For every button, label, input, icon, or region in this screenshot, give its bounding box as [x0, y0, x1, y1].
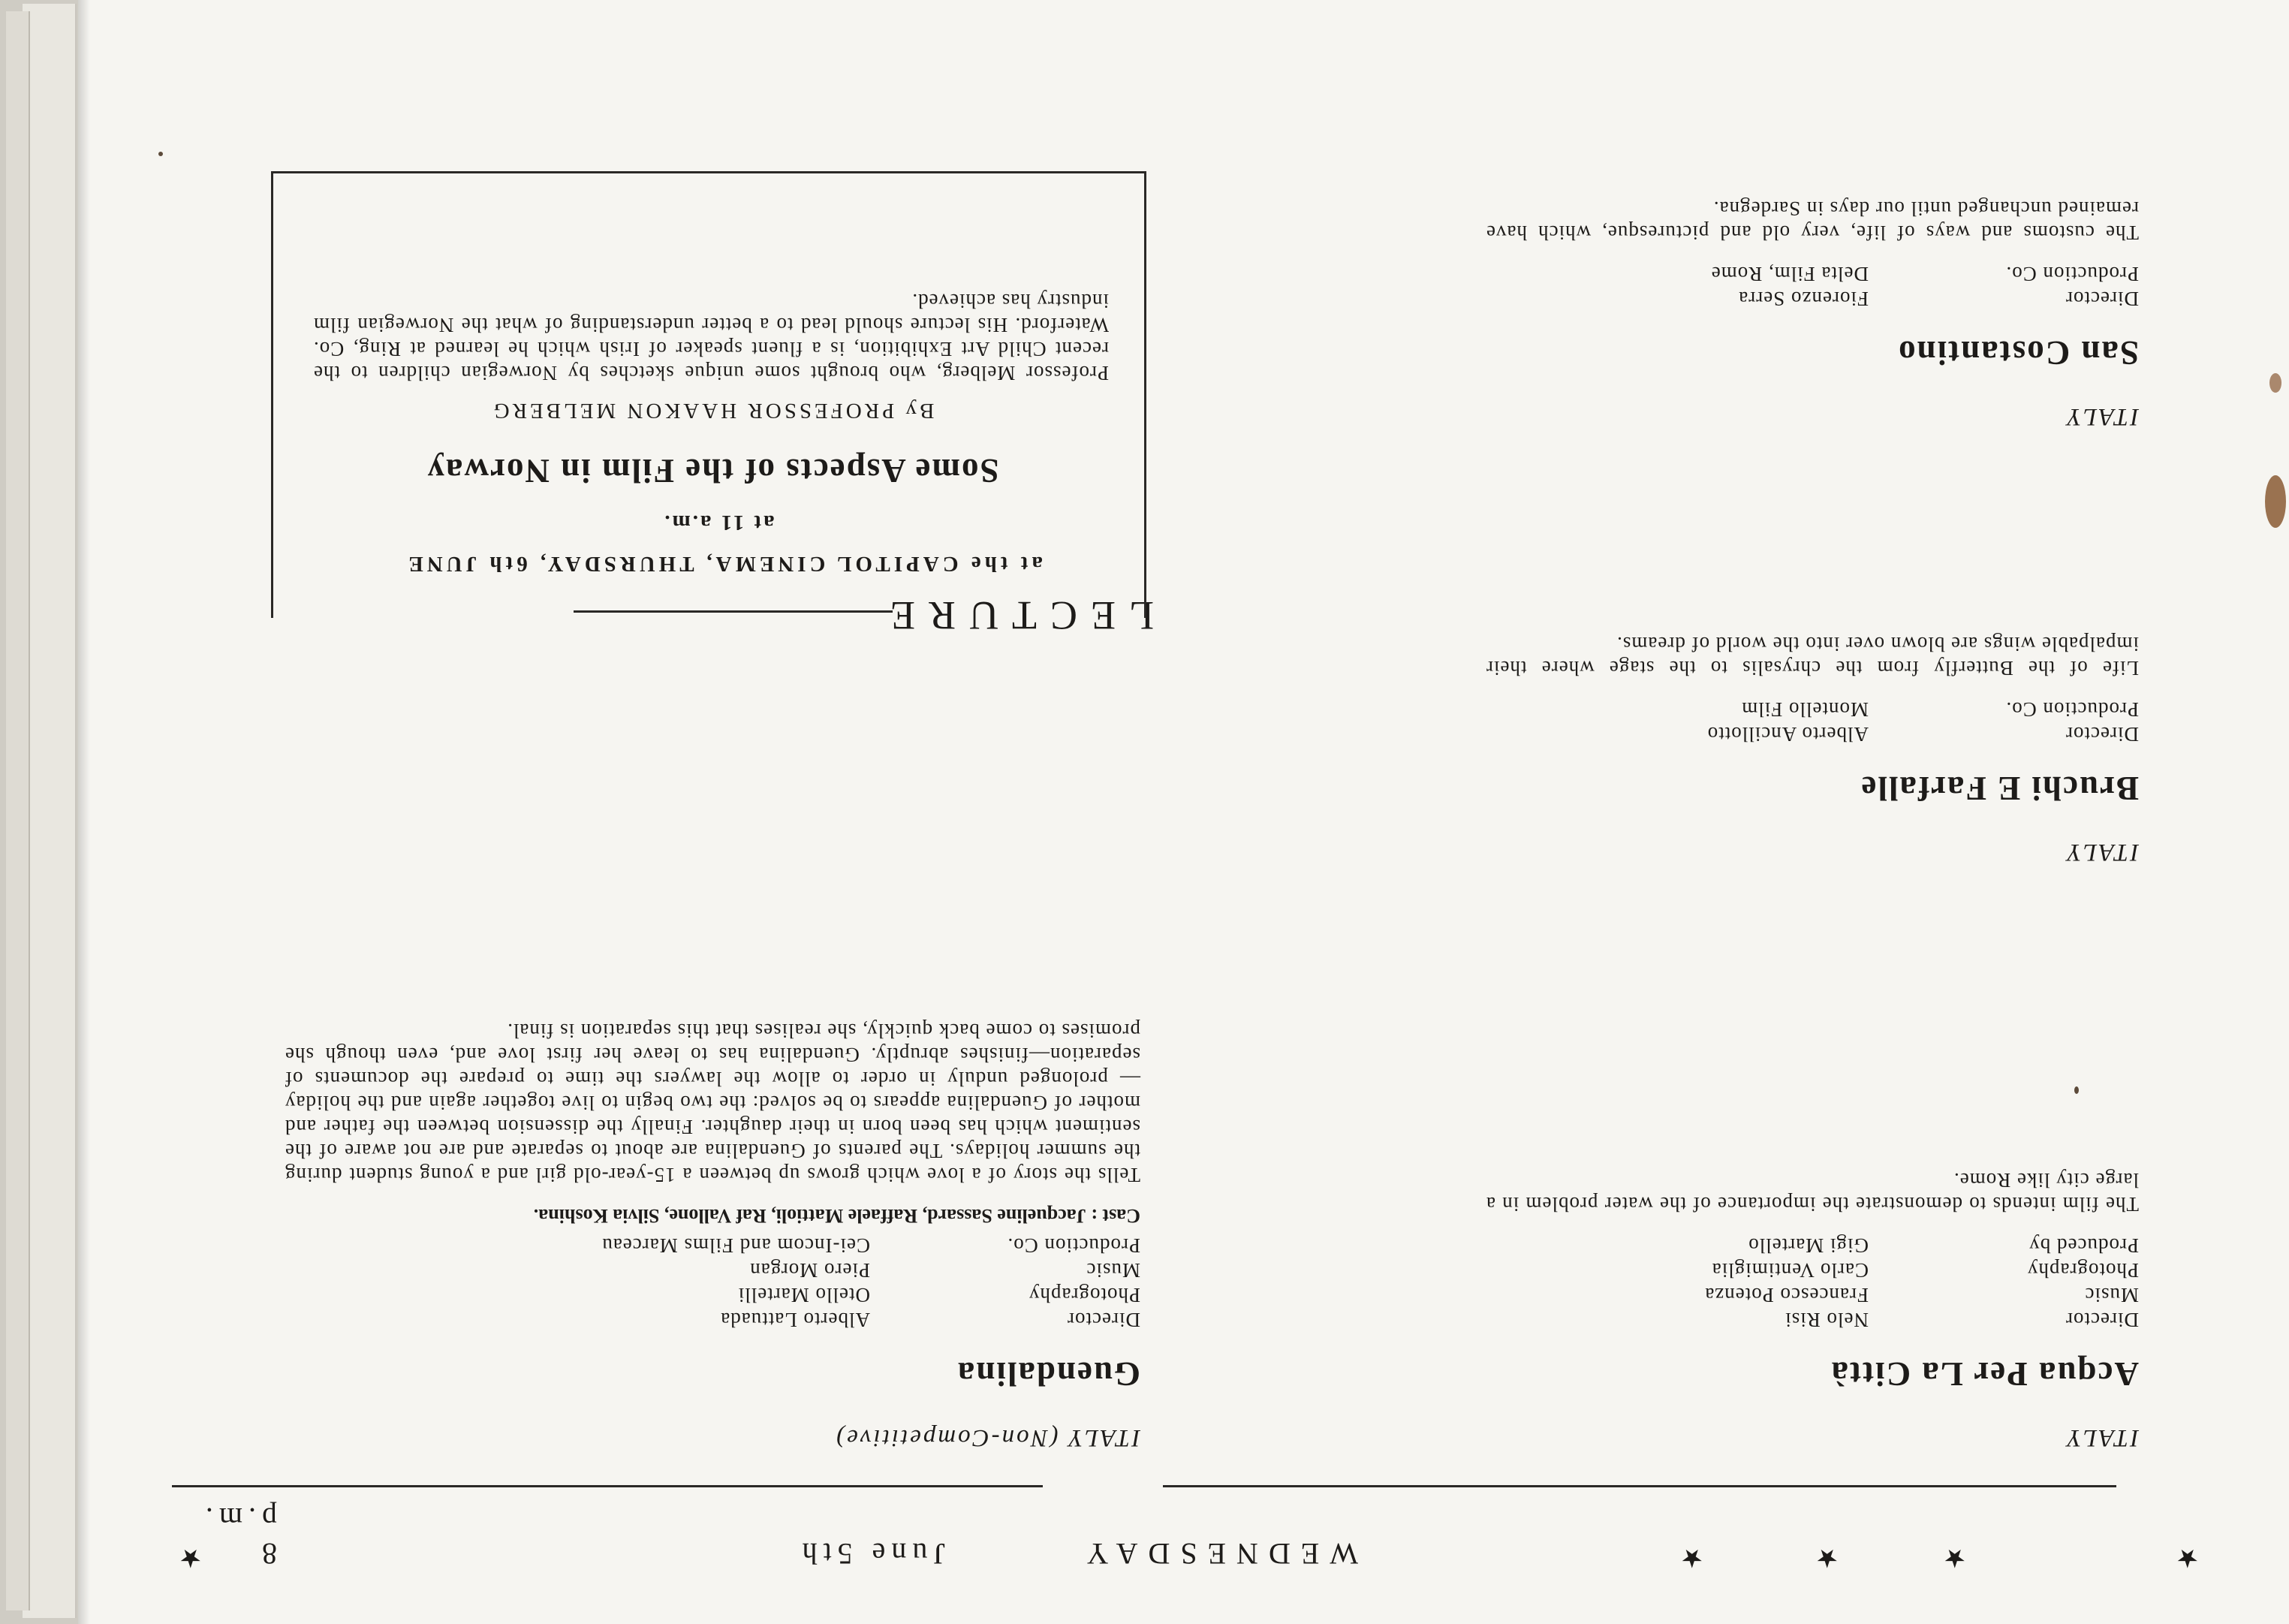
film-country: ITALY: [2065, 839, 2139, 866]
film-description: The film intends to demonstrate the importance of the water problem in a large city like Rome.: [1486, 1169, 2139, 1216]
lecture-speaker: By PROFESSOR HAAKON MELBERG: [490, 399, 935, 423]
credit-role: Music: [1086, 1259, 1140, 1282]
lecture-description: Professor Melberg, who brought some unique sketches by Norwegian children to the recent Child Art Exhibition, is a fluent speaker of Irish which he learned at Ring, Co. Waterford. His lecture should lead to a better understanding of what the Norwegian film industry has achieved.: [313, 290, 1109, 384]
film-country: ITALY: [2065, 403, 2139, 430]
credit-name: Delta Film, Rome: [1710, 263, 1869, 285]
film-country: ITALY (Non-Competitive): [834, 1424, 1140, 1451]
film-description: Life of the Butterfly from the chrysalis to the stage where their impalpable wings are blown over into the world of dreams.: [1486, 633, 2139, 679]
credit-name: Carlo Ventimiglia: [1711, 1259, 1869, 1282]
film-cast: Cast : Jacqueline Sassard, Raffaele Mattioli, Raf Vallone, Silvia Koshina.: [533, 1205, 1140, 1227]
lecture-time: at 11 a.m.: [662, 511, 775, 535]
credit-role: Photography: [2027, 1259, 2139, 1282]
credit-name: Alberto Lattuada: [720, 1309, 870, 1331]
film-credits: [1486, 1233, 2139, 1332]
credit-name: Alberto Ancillotto: [1706, 723, 1869, 746]
paper-speck: [2074, 1086, 2079, 1094]
credit-role: Director: [2065, 288, 2139, 310]
film-title: Bruchi E Farfalle: [1860, 770, 2139, 807]
credit-name: Piero Morgan: [749, 1259, 870, 1282]
credit-role: Produced by: [2028, 1234, 2139, 1257]
paper-stain: [2269, 373, 2281, 393]
credit-role: Director: [2065, 723, 2139, 746]
star-icon: ★: [179, 1544, 202, 1571]
credit-role: Production Co.: [2005, 263, 2139, 285]
film-entry: [285, 1019, 1140, 1451]
credit-role: Photography: [1029, 1284, 1140, 1306]
star-icon: ★: [1815, 1544, 1839, 1571]
lecture-venue: at the CAPITOL CINEMA, THURSDAY, 6th JUNE: [405, 552, 1043, 576]
spine-shadow: [78, 0, 90, 1624]
header-day: WEDNESDAY: [1076, 1537, 1358, 1571]
film-title: Acqua Per La Città: [1830, 1355, 2139, 1393]
lecture-title: Some Aspects of the Film in Norway: [426, 452, 999, 490]
credit-name: Montello Film: [1741, 698, 1869, 721]
credit-name: Francesco Potenza: [1704, 1284, 1869, 1306]
header-date: June 5th: [796, 1537, 945, 1571]
credit-role: Director: [2065, 1309, 2139, 1331]
page-edge: [6, 11, 30, 1610]
header-time: 8 p.m.: [199, 1502, 277, 1571]
film-entry: [1486, 632, 2139, 866]
credit-name: Otello Martelli: [737, 1284, 870, 1306]
credit-name: Cei-Incom and Films Marceau: [601, 1234, 870, 1257]
star-icon: ★: [1943, 1544, 1966, 1571]
film-country: ITALY: [2065, 1424, 2139, 1451]
film-entry: [1486, 1168, 2139, 1451]
credit-name: Fiorenzo Serra: [1738, 288, 1869, 310]
star-icon: ★: [2176, 1544, 2199, 1571]
lecture-label: LECTURE: [877, 593, 1154, 638]
film-description: The customs and ways of life, very old and picturesque, which have remained unchanged until our days in Sardegna.: [1486, 197, 2139, 244]
star-icon: ★: [1680, 1544, 1703, 1571]
paper-speck: [158, 152, 163, 156]
film-entry: [1486, 197, 2139, 430]
film-credits: [1486, 697, 2139, 746]
header-rule: [172, 1485, 1043, 1487]
film-title: Guendalina: [956, 1355, 1140, 1393]
film-credits: [1486, 261, 2139, 311]
page-edge: [23, 4, 77, 1618]
paper-stain: [2265, 475, 2286, 528]
credit-name: Nelo Risi: [1785, 1309, 1869, 1331]
credit-role: Production Co.: [1007, 1234, 1140, 1257]
film-credits: [285, 1233, 1140, 1332]
credit-role: Music: [2084, 1284, 2139, 1306]
credit-role: Production Co.: [2005, 698, 2139, 721]
credit-name: Gigi Martello: [1748, 1234, 1869, 1257]
film-title: San Costantino: [1897, 334, 2139, 372]
header-rule: [1163, 1485, 2116, 1487]
page-header: [172, 1502, 2221, 1579]
film-description: Tells the story of a love which grows up between a 15-year-old girl and a young student during the summer holidays. The parents of Guendalina are about to separate and are not aware of the sentiment which has been born in their daughter. Finally the dissension between the father and mother of Guendalina appears to be solved: the two begin to live together again and the holiday — prolonged unduly in order to allow the lawyers the time to prepare the documents of separation—finishes abruptly. Guendalina has to leave her first love and, even though she promises to come back quickly, she realises that this separation is final.: [285, 1020, 1140, 1186]
credit-role: Director: [1067, 1309, 1140, 1331]
